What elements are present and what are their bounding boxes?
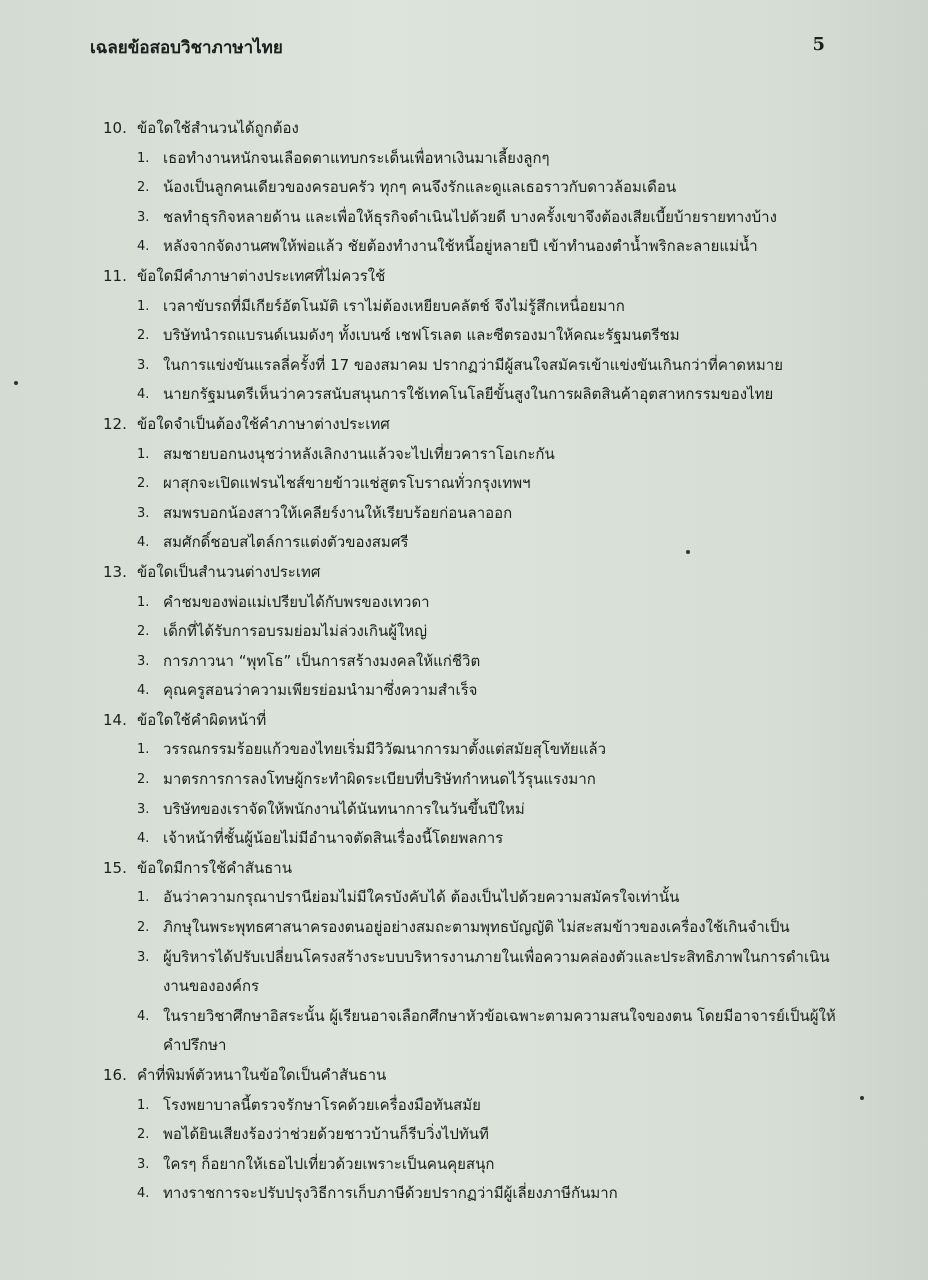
option-number: 2.: [137, 1127, 150, 1143]
option-text: ใครๆ ก็อยากให้เธอไปเที่ยวด้วยเพราะเป็นคนคุยสนุก: [163, 1154, 495, 1173]
option-text: ชลทำธุรกิจหลายด้าน และเพื่อให้ธุรกิจดำเนินไปด้วยดี บางครั้งเขาจึงต้องเสียเบี้ยบ้ายรายทางบ้าง: [163, 207, 777, 226]
question-number: 13.: [103, 562, 127, 581]
option-2: [137, 617, 843, 647]
option-2: [137, 765, 843, 795]
option-number: 4.: [137, 831, 150, 847]
question-10: [103, 114, 843, 262]
option-number: 1.: [137, 446, 150, 462]
option-1: [137, 144, 843, 174]
option-text: สมพรบอกน้องสาวให้เคลียร์งานให้เรียบร้อยก่อนลาออก: [163, 503, 513, 522]
page-number: 5: [812, 34, 825, 55]
option-text: พอได้ยินเสียงร้องว่าช่วยด้วยชาวบ้านก็รีบวิ่งไปทันที: [163, 1125, 489, 1144]
option-text: บริษัทนำรถแบรนด์เนมดังๆ ทั้งเบนซ์ เชฟโรเลต และซีตรองมาให้คณะรัฐมนตรีชม: [163, 326, 680, 345]
option-text: บริษัทของเราจัดให้พนักงานได้นันทนาการในวันขึ้นปีใหม่: [163, 799, 525, 818]
option-3: [137, 1150, 843, 1180]
question-number: 11.: [103, 266, 127, 285]
question-number: 14.: [103, 710, 127, 729]
question-16: [103, 1061, 843, 1209]
option-number: 2.: [137, 624, 150, 640]
option-1: [137, 735, 843, 765]
option-3: [137, 351, 843, 381]
option-text: การภาวนา “พุทโธ” เป็นการสร้างมงคลให้แก่ชีวิต: [163, 651, 481, 670]
option-number: 4.: [137, 387, 150, 403]
question-11: [103, 262, 843, 410]
option-text: เจ้าหน้าที่ชั้นผู้น้อยไม่มีอำนาจตัดสินเรื่องนี้โดยพลการ: [163, 829, 504, 848]
option-2: [137, 1120, 843, 1150]
question-number: 10.: [103, 119, 127, 137]
question-text: ข้อใดเป็นสำนวนต่างประเทศ: [137, 562, 321, 581]
option-3: [137, 203, 843, 233]
option-number: 4.: [137, 683, 150, 699]
option-text: ในการแข่งขันแรลลี่ครั้งที่ 17 ของสมาคม ปรากฏว่ามีผู้สนใจสมัครเข้าแข่งขันเกินกว่าที่คาดหมาย: [163, 355, 784, 374]
option-number: 3.: [137, 209, 150, 225]
question-text: ข้อใดใช้คำผิดหน้าที่: [137, 710, 267, 729]
header-title: เฉลยข้อสอบวิชาภาษาไทย: [90, 38, 283, 58]
option-text: เธอทำงานหนักจนเลือดตาแทบกระเด็นเพื่อหาเงินมาเลี้ยงลูกๆ: [163, 148, 550, 167]
question-13: [103, 558, 843, 706]
question-text: ข้อใดมีคำภาษาต่างประเทศที่ไม่ควรใช้: [137, 266, 386, 285]
page-header: [90, 34, 825, 58]
question-number: 15.: [103, 858, 127, 877]
option-4: [137, 232, 843, 262]
option-4: [137, 1002, 843, 1061]
question-14: [103, 706, 843, 854]
option-4: [137, 380, 843, 410]
option-text: ผาสุกจะเปิดแฟรนไชส์ขายข้าวแช่สูตรโบราณทั่วกรุงเทพฯ: [163, 474, 531, 493]
option-text: ผู้บริหารได้ปรับเปลี่ยนโครงสร้างระบบบริหารงานภายในเพื่อความคล่องตัวและประสิทธิภาพในการดำเนินงานขององค์กร: [163, 947, 830, 996]
option-number: 3.: [137, 801, 150, 817]
option-text: อันว่าความกรุณาปรานีย่อมไม่มีใครบังคับได้ ต้องเป็นไปด้วยความสมัครใจเท่านั้น: [163, 888, 680, 907]
question-text: ข้อใดใช้สำนวนได้ถูกต้อง: [137, 119, 299, 137]
option-3: [137, 795, 843, 825]
option-number: 2.: [137, 476, 150, 492]
option-3: [137, 647, 843, 677]
option-text: สมศักดิ์ชอบสไตล์การแต่งตัวของสมศรี: [163, 533, 409, 552]
option-text: มาตรการการลงโทษผู้กระทำผิดระเบียบที่บริษัทกำหนดไว้รุนแรงมาก: [163, 770, 596, 789]
option-1: [137, 588, 843, 618]
option-text: คุณครูสอนว่าความเพียรย่อมนำมาซึ่งความสำเร็จ: [163, 681, 478, 700]
option-1: [137, 1091, 843, 1121]
option-2: [137, 469, 843, 499]
option-number: 2.: [137, 328, 150, 344]
option-2: [137, 913, 843, 943]
option-1: [137, 883, 843, 913]
option-4: [137, 528, 843, 558]
option-text: คำชมของพ่อแม่เปรียบได้กับพรของเทวดา: [163, 592, 430, 611]
option-text: เวลาขับรถที่มีเกียร์อัตโนมัติ เราไม่ต้องเหยียบคลัตช์ จึงไม่รู้สึกเหนื่อยมาก: [163, 296, 625, 315]
option-number: 3.: [137, 1156, 150, 1172]
option-number: 3.: [137, 505, 150, 521]
option-number: 2.: [137, 772, 150, 788]
option-1: [137, 440, 843, 470]
speck-mark: [14, 381, 18, 385]
option-text: ภิกษุในพระพุทธศาสนาครองตนอยู่อย่างสมถะตามพุทธบัญญัติ ไม่สะสมข้าวของเครื่องใช้เกินจำเป็น: [163, 918, 790, 937]
option-number: 1.: [137, 594, 150, 610]
option-text: ทางราชการจะปรับปรุงวิธีการเก็บภาษีด้วยปรากฏว่ามีผู้เลี่ยงภาษีกันมาก: [163, 1184, 618, 1203]
speck-mark: [860, 1096, 864, 1100]
option-number: 1.: [137, 1097, 150, 1113]
option-number: 1.: [137, 298, 150, 314]
speck-mark: [686, 550, 690, 554]
option-4: [137, 824, 843, 854]
option-number: 4.: [137, 1008, 150, 1024]
option-3: [137, 943, 843, 1002]
question-list: [103, 114, 843, 1209]
option-number: 4.: [137, 239, 150, 255]
option-number: 1.: [137, 890, 150, 906]
option-number: 4.: [137, 535, 150, 551]
question-number: 16.: [103, 1066, 127, 1084]
option-number: 1.: [137, 742, 150, 758]
option-text: ในรายวิชาศึกษาอิสระนั้น ผู้เรียนอาจเลือกศึกษาหัวข้อเฉพาะตามความสนใจของตน โดยมีอาจารย์เป็นผู้ให้คำปรึกษา: [163, 1006, 836, 1055]
option-3: [137, 499, 843, 529]
option-number: 1.: [137, 150, 150, 166]
option-text: โรงพยาบาลนี้ตรวจรักษาโรคด้วยเครื่องมือทันสมัย: [163, 1095, 481, 1114]
question-number: 12.: [103, 414, 127, 433]
option-number: 2.: [137, 180, 150, 196]
question-text: ข้อใดจำเป็นต้องใช้คำภาษาต่างประเทศ: [137, 414, 390, 433]
option-text: สมชายบอกนงนุชว่าหลังเลิกงานแล้วจะไปเที่ยวคาราโอเกะกัน: [163, 444, 555, 463]
question-text: คำที่พิมพ์ตัวหนาในข้อใดเป็นคำสันธาน: [137, 1066, 387, 1084]
question-15: [103, 854, 843, 1061]
question-12: [103, 410, 843, 558]
option-text: น้องเป็นลูกคนเดียวของครอบครัว ทุกๆ คนจึงรักและดูแลเธอราวกับดาวล้อมเดือน: [163, 178, 677, 197]
question-text: ข้อใดมีการใช้คำสันธาน: [137, 858, 292, 877]
option-number: 3.: [137, 357, 150, 373]
option-2: [137, 321, 843, 351]
option-4: [137, 676, 843, 706]
option-1: [137, 292, 843, 322]
option-text: นายกรัฐมนตรีเห็นว่าควรสนับสนุนการใช้เทคโนโลยีขั้นสูงในการผลิตสินค้าอุตสาหกรรมของไทย: [163, 385, 774, 404]
option-text: วรรณกรรมร้อยแก้วของไทยเริ่มมีวิวัฒนาการมาตั้งแต่สมัยสุโขทัยแล้ว: [163, 740, 607, 759]
option-number: 4.: [137, 1186, 150, 1202]
option-text: หลังจากจัดงานศพให้พ่อแล้ว ชัยต้องทำงานใช้หนี้อยู่หลายปี เข้าทำนองตำน้ำพริกละลายแม่น้ำ: [163, 237, 758, 256]
option-number: 3.: [137, 653, 150, 669]
option-text: เด็กที่ได้รับการอบรมย่อมไม่ล่วงเกินผู้ใหญ่: [163, 622, 428, 641]
option-2: [137, 173, 843, 203]
option-number: 3.: [137, 949, 150, 965]
option-number: 2.: [137, 920, 150, 936]
option-4: [137, 1179, 843, 1209]
